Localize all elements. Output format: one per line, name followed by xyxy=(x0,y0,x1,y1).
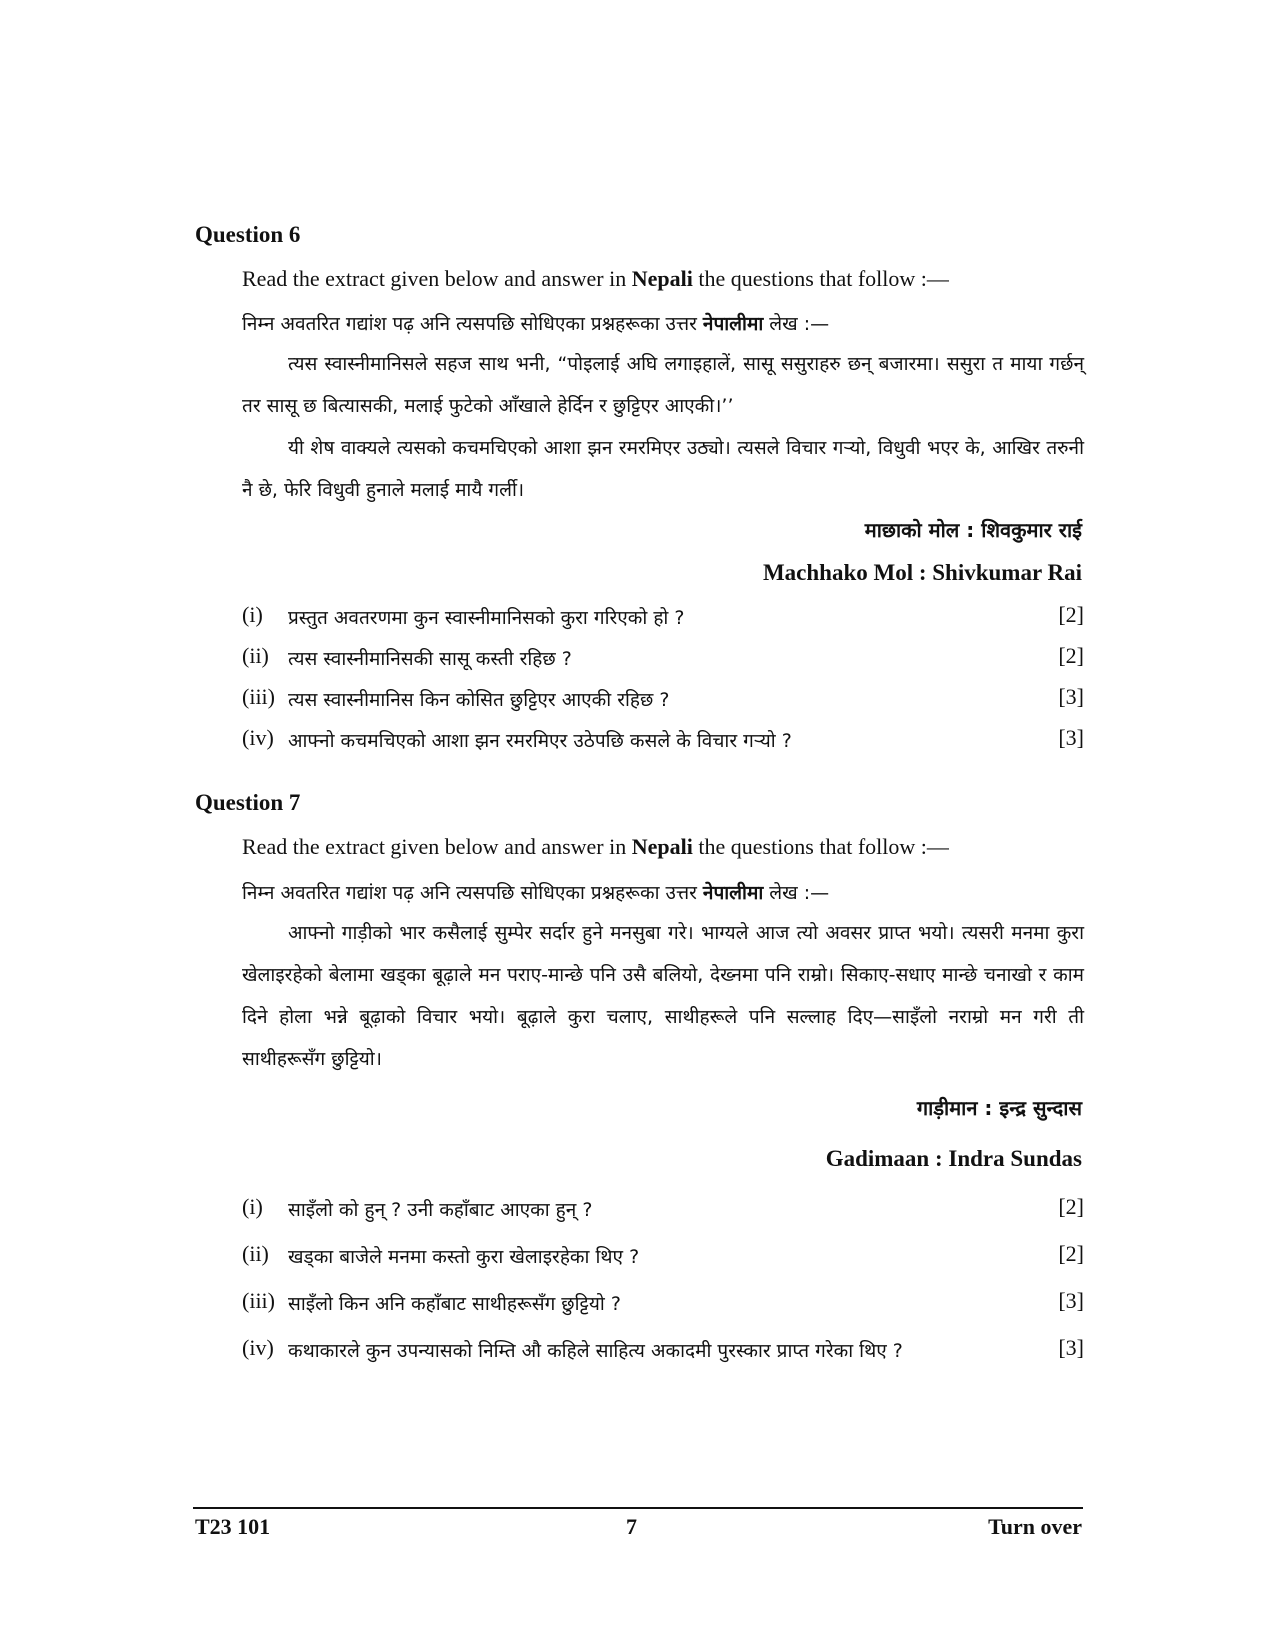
marks-badge: [3] xyxy=(1058,1288,1084,1313)
marks-badge: [2] xyxy=(1058,602,1084,627)
q7-instruction-english: Read the extract given below and answer in Nepali the questions that follow :— xyxy=(242,834,949,859)
q6-extract-paragraph-1: त्यस स्वास्नीमानिसले सहज साथ भनी, “पोइलाई अघि लगाइहालें, सासू ससुराहरु छन् बजारमा। ससुरा त माया गर्छन् तर सासू छ बित्यासकी, मलाई फुटेको आँखाले हेर्दिन र छुट्टिएर आएकी।’’ xyxy=(242,353,1084,417)
marks-badge: [3] xyxy=(1058,1335,1084,1360)
q6-source-english: Machhako Mol : Shivkumar Rai xyxy=(762,560,1082,585)
q7-source-english: Gadimaan : Indra Sundas xyxy=(825,1146,1082,1171)
q6-instruction-nepali: निम्न अवतरित गद्यांश पढ़ अनि त्यसपछि सोधिएका प्रश्नहरूका उत्तर नेपालीमा लेख :— xyxy=(242,313,830,335)
q6-subquestion: (ii) त्यस स्वास्नीमानिसकी सासू कस्ती रहिछ ? [2] xyxy=(242,643,1084,670)
q7-extract-paragraph: आफ्नो गाड़ीको भार कसैलाई सुम्पेर सर्दार हुने मनसुबा गरे। भाग्यले आज त्यो अवसर प्राप्त भयो। त्यसरी मनमा कुरा खेलाइरहेको बेलामा खड्का बूढ़ाले मन पराए-मान्छे पनि उसै बलियो, देख्नमा पनि राम्रो। सिकाए-सधाए मान्छे चनाखो र काम दिने होला भन्ने बूढ़ाको विचार भयो। बूढ़ाले कुरा चलाए, साथीहरूले पनि सल्लाह दिए—साइँलो नराम्रो मन गरी ती साथीहरूसँग छुट्टियो। xyxy=(242,922,1084,1070)
q6-subquestion: (iv) आफ्नो कचमचिएको आशा झन रमरमिएर उठेपछि कसले के विचार गऱ्यो ? [3] xyxy=(242,725,1084,752)
q7-subquestion: (ii) खड्का बाजेले मनमा कस्तो कुरा खेलाइरहेका थिए ? [2] xyxy=(242,1241,1084,1268)
q7-instruction-nepali: निम्न अवतरित गद्यांश पढ़ अनि त्यसपछि सोधिएका प्रश्नहरूका उत्तर नेपालीमा लेख :— xyxy=(242,882,830,904)
question-6-title: Question 6 xyxy=(195,222,301,247)
q6-source-nepali: माछाको मोल : शिवकुमार राई xyxy=(864,518,1082,542)
marks-badge: [3] xyxy=(1058,725,1084,750)
q7-subquestion: (iii) साइँलो किन अनि कहाँबाट साथीहरूसँग छुट्टियो ? [3] xyxy=(242,1288,1084,1315)
q6-subquestion: (iii) त्यस स्वास्नीमानिस किन कोसित छुट्टिएर आएकी रहिछ ? [3] xyxy=(242,684,1084,711)
q6-extract-paragraph-2: यी शेष वाक्यले त्यसको कचमचिएको आशा झन रमरमिएर उठ्यो। त्यसले विचार गऱ्यो, विधुवी भएर के, आखिर तरुनी नै छे, फेरि विधुवी हुनाले मलाई मायै गर्ली। xyxy=(242,437,1084,501)
paper-code: T23 101 xyxy=(195,1514,271,1539)
turn-over-label: Turn over xyxy=(988,1514,1082,1539)
marks-badge: [2] xyxy=(1058,1194,1084,1219)
marks-badge: [3] xyxy=(1058,684,1084,709)
footer-divider xyxy=(193,1507,1083,1509)
marks-badge: [2] xyxy=(1058,643,1084,668)
marks-badge: [2] xyxy=(1058,1241,1084,1266)
question-7-title: Question 7 xyxy=(195,790,301,815)
q7-subquestion: (iv) कथाकारले कुन उपन्यासको निम्ति औ कहिले साहित्य अकादमी पुरस्कार प्राप्त गरेका थिए ? [3] xyxy=(242,1335,1084,1362)
page-number: 7 xyxy=(626,1514,637,1539)
q6-subquestion: (i) प्रस्तुत अवतरणमा कुन स्वास्नीमानिसको कुरा गरिएको हो ? [2] xyxy=(242,602,1084,629)
q6-instruction-english: Read the extract given below and answer in Nepali the questions that follow :— xyxy=(242,266,949,291)
q7-subquestion: (i) साइँलो को हुन् ? उनी कहाँबाट आएका हुन् ? [2] xyxy=(242,1194,1084,1221)
q7-source-nepali: गाड़ीमान : इन्द्र सुन्दास xyxy=(916,1096,1082,1120)
